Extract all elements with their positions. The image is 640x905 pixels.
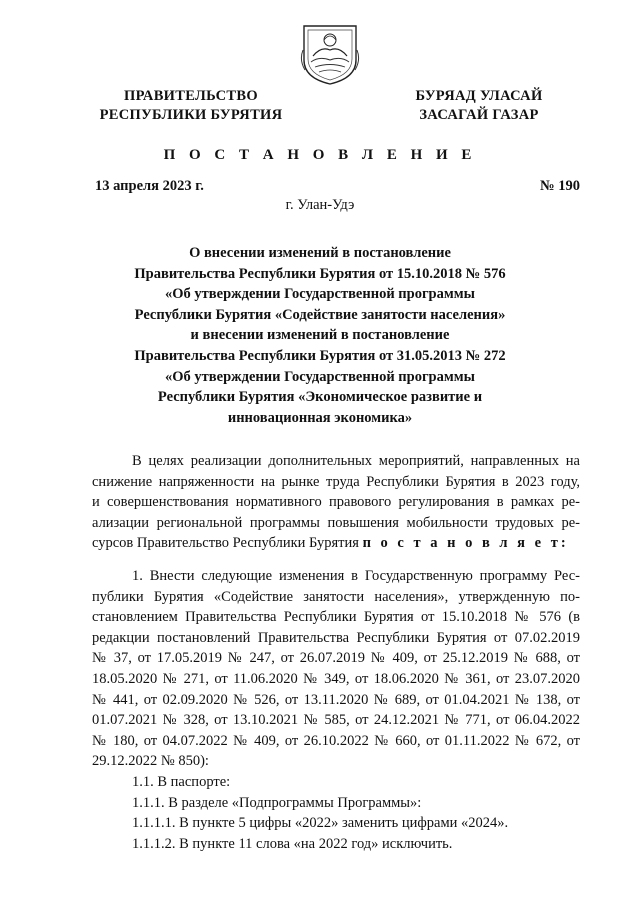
preamble-line: ализации региональной программы повышения мобильности трудовых ре- bbox=[92, 514, 580, 531]
title-line: «Об утверждении Государственной программы bbox=[165, 286, 475, 303]
item-1-line: 29.12.2022 № 850): bbox=[92, 753, 209, 770]
preamble-line: В целях реализации дополнительных мероприятий, направленных на bbox=[132, 453, 580, 469]
preamble-line: сурсов Правительство Республики Бурятия bbox=[92, 535, 359, 552]
preamble-paragraph bbox=[92, 451, 580, 554]
coat-of-arms-emblem bbox=[299, 20, 361, 86]
sub-item-1-1-1: 1.1.1. В разделе «Подпрограммы Программы»: bbox=[132, 794, 422, 811]
gov-left-line-2: РЕСПУБЛИКИ БУРЯТИЯ bbox=[99, 107, 283, 123]
item-1-line: 01.07.2021 № 328, от 13.10.2021 № 585, от 24.12.2021 № 771, от 06.04.2022 bbox=[92, 712, 580, 729]
item-1-paragraph bbox=[92, 566, 580, 854]
title-line: Правительства Республики Бурятия от 15.10.2018 № 576 bbox=[134, 265, 506, 282]
document-city: г. Улан-Удэ bbox=[285, 197, 355, 213]
sub-item-1-1-1-1: 1.1.1.1. В пункте 5 цифры «2022» заменить цифрами «2024». bbox=[132, 815, 509, 832]
title-line: Республики Бурятия «Экономическое развитие и bbox=[157, 389, 483, 406]
gov-right-line-2: ЗАСАГАЙ ГАЗАР bbox=[419, 107, 539, 123]
title-line: и внесении изменений в постановление bbox=[190, 327, 450, 344]
title-line: О внесении изменений в постановление bbox=[189, 245, 451, 261]
item-1-line: № 37, от 17.05.2019 № 247, от 26.07.2019 № 409, от 25.12.2019 № 688, от bbox=[92, 650, 580, 667]
document-type: П О С Т А Н О В Л Е Н И Е bbox=[163, 147, 477, 163]
item-1-line: 1. Внести следующие изменения в Государственную программу Рес- bbox=[132, 568, 580, 584]
item-1-line: 18.05.2020 № 271, от 11.06.2020 № 349, от 18.06.2020 № 361, от 23.07.2020 bbox=[92, 670, 580, 687]
document-number: № 190 bbox=[540, 178, 580, 194]
sub-item-1-1-1-2: 1.1.1.2. В пункте 11 слова «на 2022 год» исключить. bbox=[132, 835, 453, 852]
government-name-russian bbox=[86, 87, 296, 125]
preamble-line: и совершенствования нормативного правового регулирования в рамках ре- bbox=[92, 494, 580, 511]
item-1-line: публики Бурятия «Содействие занятости населения», утвержденную по- bbox=[92, 588, 580, 605]
title-line: «Об утверждении Государственной программы bbox=[165, 368, 475, 385]
gov-right-line-1: БУРЯАД УЛАСАЙ bbox=[415, 88, 543, 104]
title-line: инновационная экономика» bbox=[227, 409, 413, 426]
preamble-line-final bbox=[92, 533, 580, 554]
item-1-line: становлением Правительства Республики Бурятия от 15.10.2018 № 576 (в bbox=[92, 609, 580, 626]
title-line: Республики Бурятия «Содействие занятости населения» bbox=[134, 306, 506, 323]
document-title bbox=[100, 243, 540, 428]
item-1-line: редакции постановлений Правительства Республики Бурятия от 07.02.2019 bbox=[92, 629, 580, 646]
title-line: Правительства Республики Бурятия от 31.05.2013 № 272 bbox=[134, 347, 506, 364]
resolves-word: п о с т а н о в л я е т: bbox=[362, 535, 569, 552]
gov-left-line-1: ПРАВИТЕЛЬСТВО bbox=[124, 88, 258, 104]
government-name-buryat bbox=[394, 87, 564, 125]
preamble-line: снижение напряженности на рынке труда Республики Бурятия в 2023 году, bbox=[92, 473, 580, 490]
item-1-line: № 180, от 04.07.2022 № 409, от 26.10.2022 № 660, от 01.11.2022 № 672, от bbox=[92, 732, 580, 749]
sub-item-1-1: 1.1. В паспорте: bbox=[132, 773, 231, 790]
item-1-line: № 441, от 02.09.2020 № 526, от 13.11.2020 № 689, от 01.04.2021 № 138, от bbox=[92, 691, 580, 708]
document-date: 13 апреля 2023 г. bbox=[95, 178, 204, 194]
